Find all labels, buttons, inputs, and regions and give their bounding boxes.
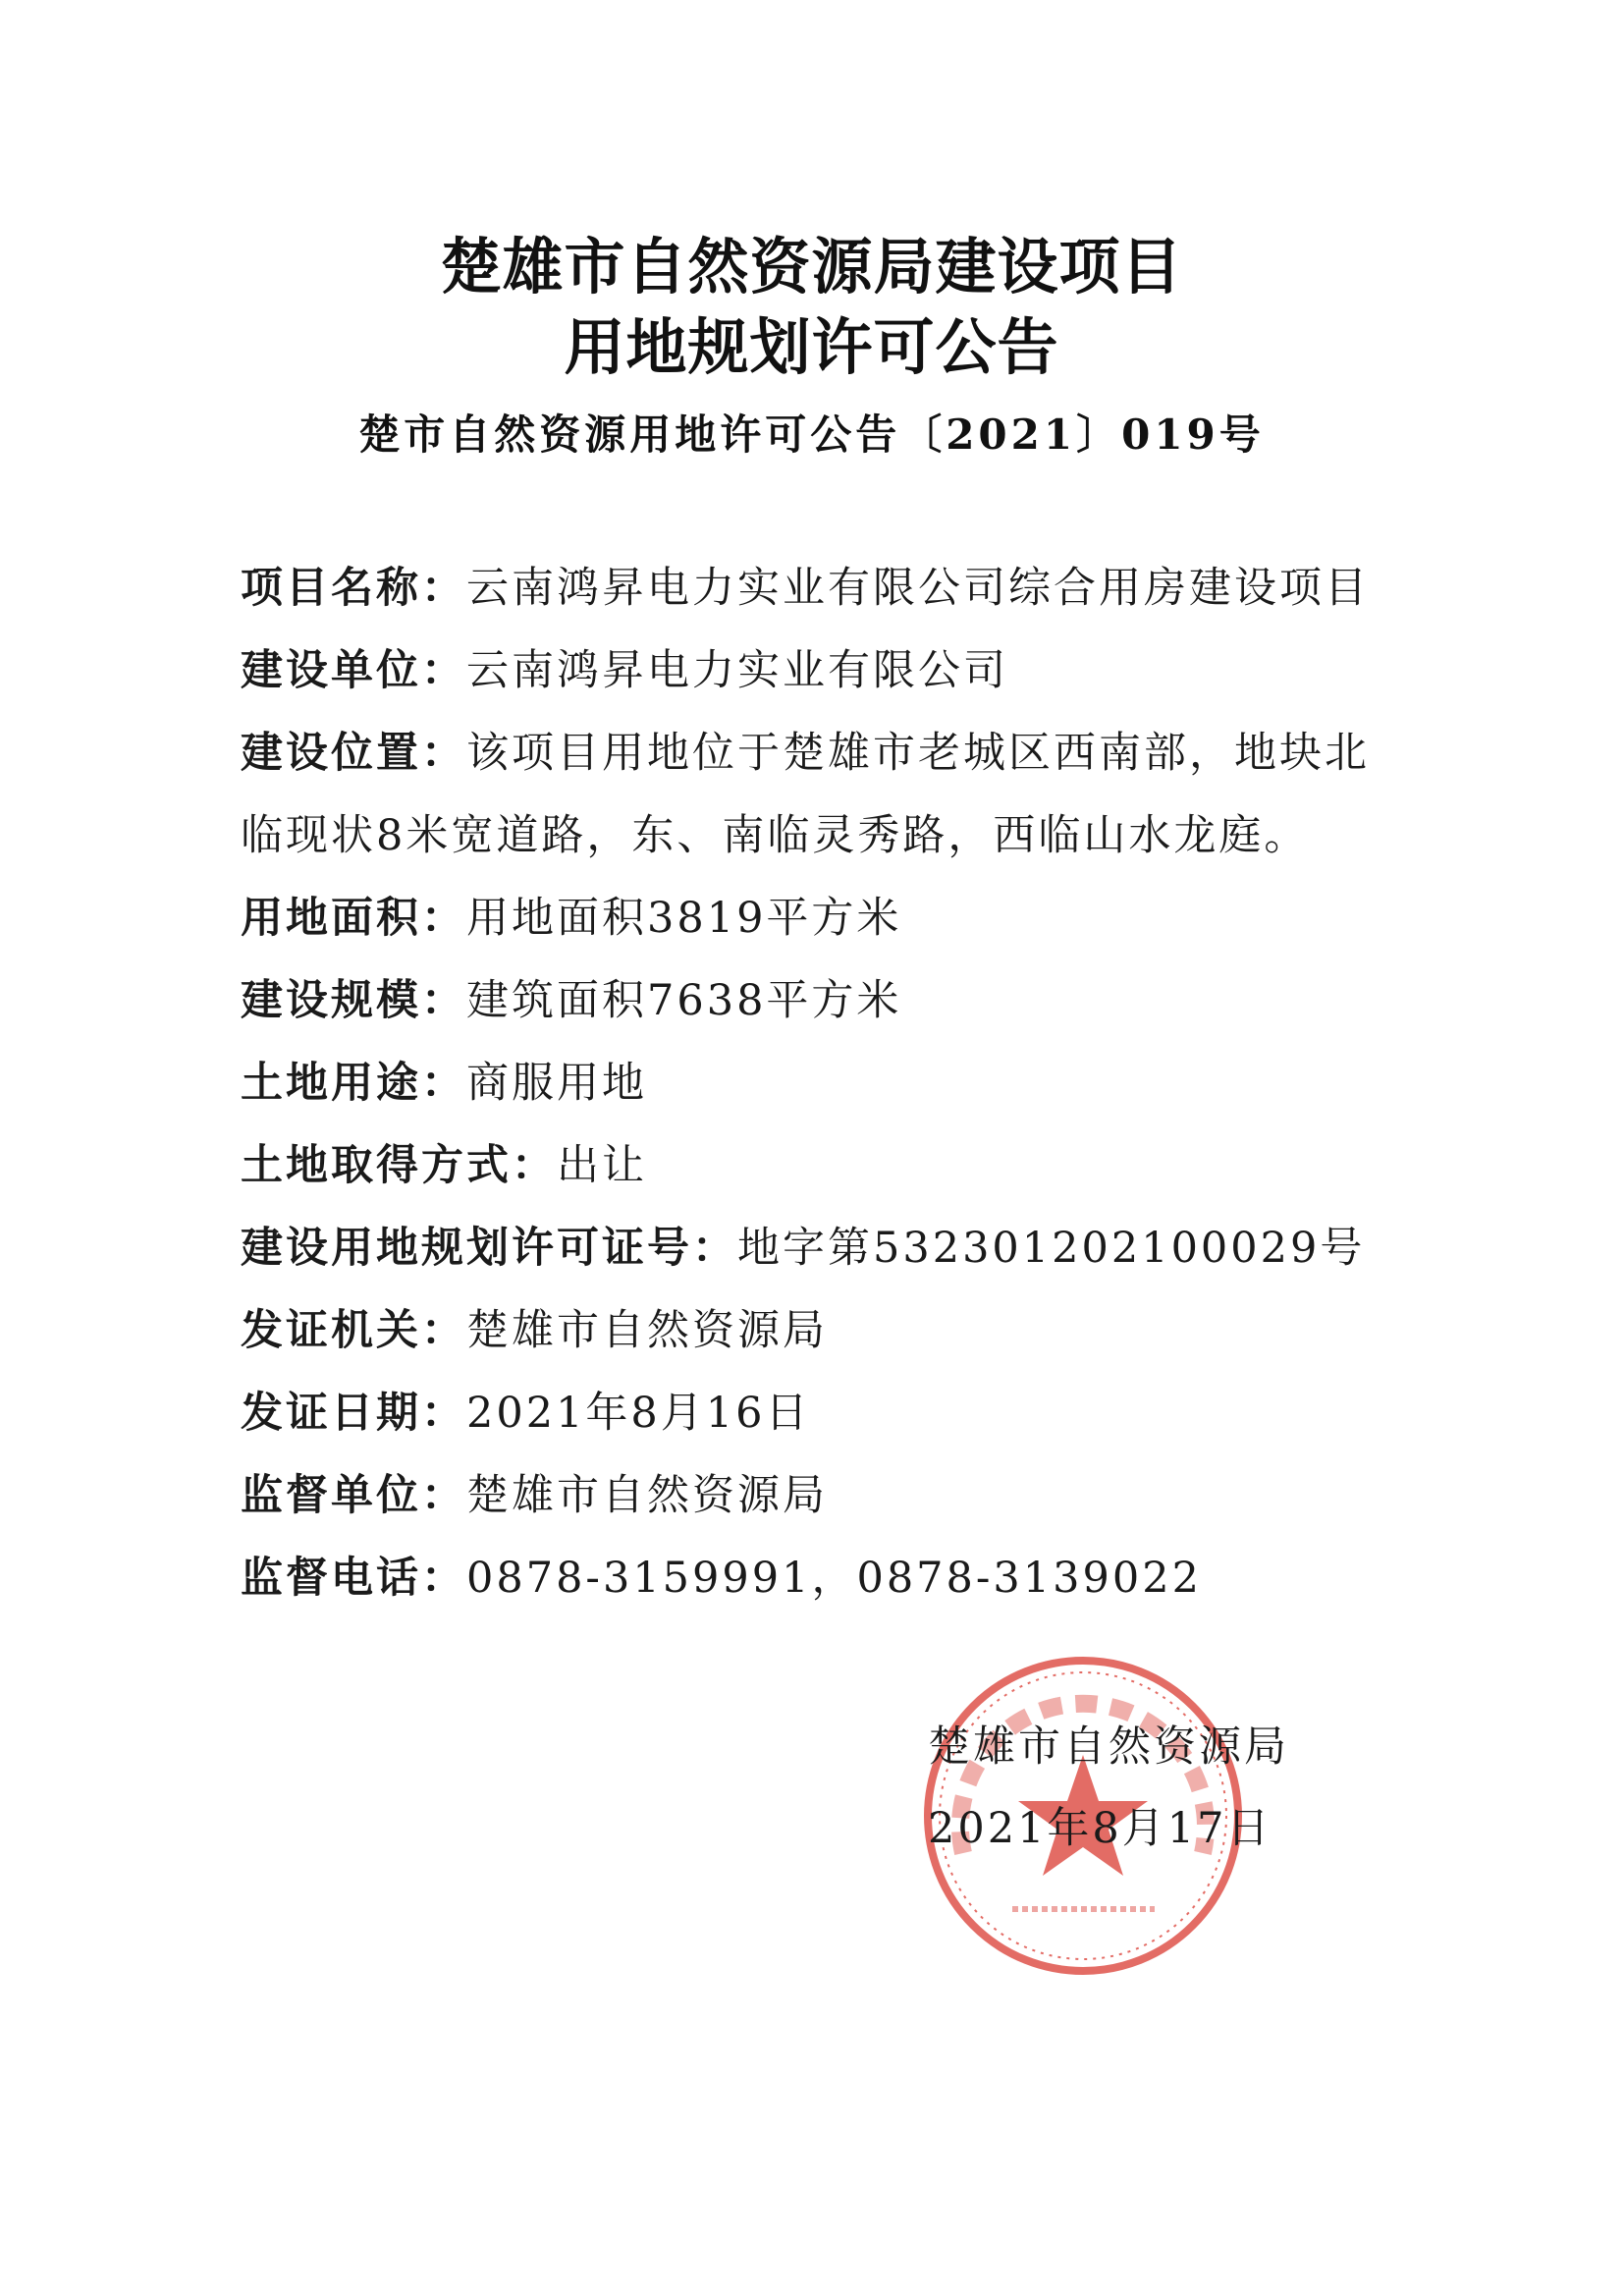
field-value: 地字第532301202100029号 [737, 1224, 1366, 1273]
field-land-use [241, 1042, 1399, 1124]
field-label: 建设位置： [241, 729, 466, 778]
field-value: 楚雄市自然资源局 [466, 1306, 828, 1355]
field-label: 建设用地规划许可证号： [241, 1224, 737, 1273]
field-permit-number [241, 1207, 1399, 1289]
field-value: 云南鸿昇电力实业有限公司综合用房建设项目 [466, 564, 1370, 613]
field-acquisition [241, 1124, 1399, 1207]
field-value: 楚雄市自然资源局 [466, 1471, 828, 1520]
field-value: 2021年8月16日 [466, 1389, 811, 1438]
field-phone [241, 1537, 1399, 1619]
field-label: 监督单位： [241, 1471, 466, 1520]
document-title-line2: 用地规划许可公告 [564, 311, 1059, 383]
field-value: 云南鸿昇电力实业有限公司 [466, 646, 1008, 695]
field-label: 发证日期： [241, 1389, 466, 1438]
field-project-name [241, 547, 1399, 629]
field-value: 出让 [557, 1141, 647, 1190]
field-issuer [241, 1289, 1399, 1372]
field-issue-date [241, 1372, 1399, 1454]
field-land-area [241, 877, 1399, 959]
field-value: 该项目用地位于楚雄市老城区西南部，地块北临现状8米宽道路，东、南临灵秀路，西临山水龙庭。 [241, 729, 1370, 860]
document-number: 楚市自然资源用地许可公告〔2021〕019号 [358, 410, 1265, 459]
field-location [241, 712, 1399, 877]
field-label: 建设规模： [241, 976, 466, 1025]
field-value: 用地面积3819平方米 [466, 894, 902, 943]
field-label: 发证机关： [241, 1306, 466, 1355]
field-label: 项目名称： [241, 564, 466, 613]
signature-date: 2021年8月17日 [928, 1804, 1272, 1853]
field-builder [241, 629, 1399, 712]
field-label: 用地面积： [241, 894, 466, 943]
field-label: 监督电话： [241, 1554, 466, 1603]
field-label: 土地用途： [241, 1059, 466, 1108]
field-value: 商服用地 [466, 1059, 647, 1108]
field-label: 土地取得方式： [241, 1141, 557, 1190]
field-label: 建设单位： [241, 646, 466, 695]
signature-organization: 楚雄市自然资源局 [928, 1722, 1289, 1772]
field-value: 0878-3159991，0878-3139022 [466, 1554, 1202, 1603]
field-value: 建筑面积7638平方米 [466, 976, 902, 1025]
field-scale [241, 959, 1399, 1042]
field-supervisor [241, 1454, 1399, 1537]
document-title-line1: 楚雄市自然资源局建设项目 [440, 231, 1183, 302]
